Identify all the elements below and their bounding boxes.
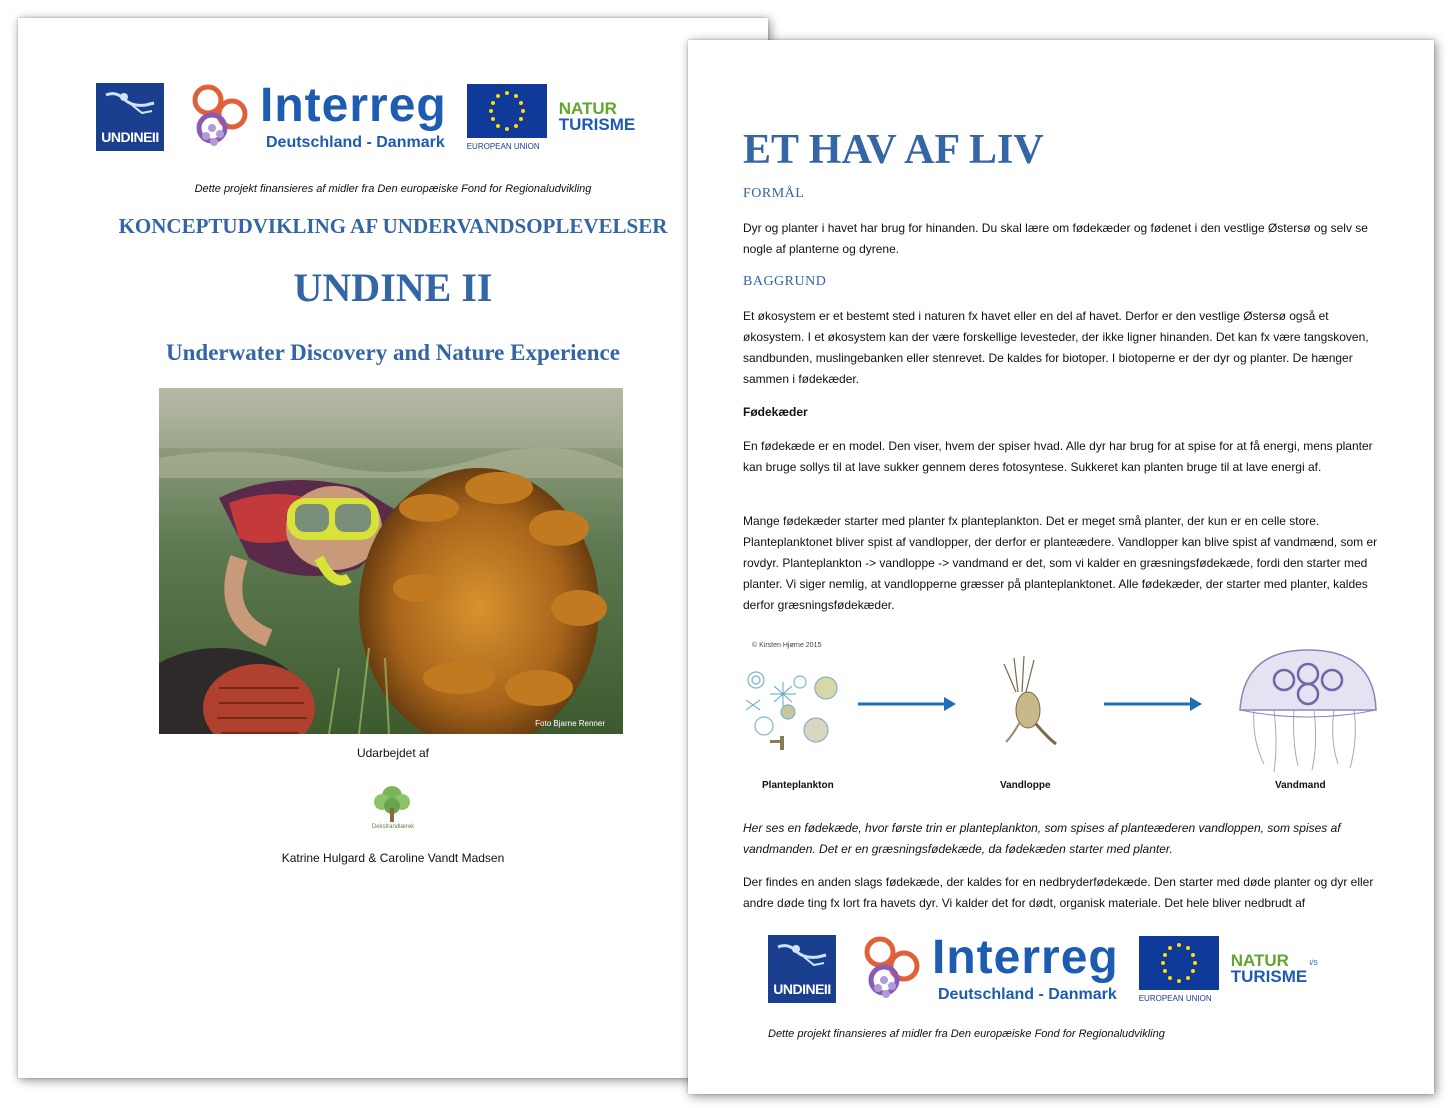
interreg-sub: Deutschland - Danmark — [938, 986, 1117, 1003]
prepared-by-label: Udarbejdet af — [356, 746, 430, 760]
cover-page — [18, 18, 768, 1078]
eu-label: EUROPEAN UNION — [466, 141, 540, 151]
figure-caption: Her ses en fødekæde, hvor første trin er planteplankton, som spises af planteæderen vandloppen, som spises af vandmanden. Det er en græsningsfødekæde, da fødekæden starter med planter. — [743, 821, 1341, 856]
diver-icon — [102, 89, 158, 123]
authors: Katrine Hulgard & Caroline Vandt Madsen — [281, 851, 505, 865]
eu-flag-icon — [467, 84, 547, 138]
finance-note: Dette projekt finansieres af midler fra Den europæiske Fond for Regionaludvikling — [194, 183, 592, 195]
food-chain-figure — [740, 638, 1386, 798]
label-planteplankton: Planteplankton — [762, 780, 834, 791]
heading-baggrund: BAGGRUND — [743, 274, 827, 289]
content-page — [688, 40, 1434, 1094]
undine-logo — [96, 83, 164, 151]
eu-logo — [467, 84, 547, 151]
interreg-logo — [260, 79, 447, 152]
interreg-circles-icon — [862, 934, 922, 1004]
interreg-sub: Deutschland - Danmark — [266, 134, 445, 151]
figure-copyright: © Kirsten Hjørne 2015 — [752, 642, 822, 649]
undine-logo-text: UNDINEII — [101, 129, 159, 145]
jellyfish-icon — [1234, 644, 1380, 774]
arrow-icon — [1104, 696, 1204, 712]
eu-label: EUROPEAN UNION — [1138, 993, 1212, 1003]
interreg-circles-icon — [190, 82, 250, 152]
natur-suffix: I/S — [1309, 960, 1318, 967]
plankton-icon — [740, 666, 850, 756]
paragraph-formal: Dyr og planter i havet har brug for hinanden. Du skal lære om fødekæder og fødenet i den vestlige Østersø og selv se nogle af planterne og dyrene. — [743, 221, 1368, 256]
interreg-word: Interreg — [932, 931, 1119, 984]
footer-logo-row — [768, 931, 1318, 1004]
paragraph-mange: Mange fødekæder starter med planter fx planteplankton. Det er meget små planter, der kun er en celle store. Planteplanktonet bliver spist af vandlopper, der derfor er planteædere. Vandlopper kan blive spist af vandmænd, som er rovdyr. Planteplankton -> vandloppe -> vandmand er det, som vi kalder en græsningsfødekæde, fordi den starter med planter. Vi siger nemlig, at vandlopperne græsser på planteplanktonet. Alle fødekæder, der starter med planter, kaldes derfor græsningsfødekæder. — [743, 514, 1378, 612]
main-title: UNDINE II — [293, 265, 493, 310]
finance-note: Dette projekt finansieres af midler fra Den europæiske Fond for Regionaludvikling — [768, 1028, 1165, 1040]
diver-icon — [774, 941, 830, 975]
eu-flag-icon — [1139, 936, 1219, 990]
tree-logo-text: Dekstrandlærek — [371, 824, 415, 830]
subtitle: Underwater Discovery and Nature Experience — [166, 340, 620, 365]
natur-text: NATUR — [558, 99, 617, 118]
photo-credit: Foto Bjarne Renner — [535, 719, 605, 728]
heading-formal: FORMÅL — [743, 186, 805, 201]
paragraph-anden: Der findes en anden slags fødekæde, der kaldes for en nedbryderfødekæde. Den starter med døde planter og dyr eller andre døde ting fx lort fra havets dyr. Vi kalder det for dødt, organisk materiale. Det hele bliver nedbrudt af — [743, 875, 1374, 910]
concept-title: KONCEPTUDVIKLING AF UNDERVANDSOPLEVELSER — [118, 214, 668, 238]
paragraph-model: En fødekæde er en model. Den viser, hvem der spiser hvad. Alle dyr har brug for at spise for at få energi, mens planter kan bruge sollys til at lave sukker gennem deres fotosyntese. Sukkeret kan planten bruge til at lave energi af. — [743, 439, 1373, 474]
turisme-text: TURISME — [1230, 967, 1308, 986]
eu-logo — [1139, 936, 1219, 1003]
paragraph-baggrund: Et økosystem er et bestemt sted i naturen fx havet eller en del af havet. Derfor er den vestlige Østersø også et økosystem. I et økosystem kan der være forskellige levesteder, der ikke ligner hinanden. Det kan fx være tangskoven, sandbunden, muslingebanken eller stenrevet. De kaldes for biotoper. I biotoperne er der dyr og planter. De hænger sammen i fødekæder. — [743, 309, 1369, 386]
undine-logo-text: UNDINEII — [773, 981, 831, 997]
undine-logo — [768, 935, 836, 1003]
naturturisme-logo — [1231, 953, 1308, 985]
naturturisme-logo — [559, 101, 636, 133]
logo-row — [96, 79, 636, 152]
interreg-logo — [932, 931, 1119, 1004]
label-vandmand: Vandmand — [1275, 780, 1326, 791]
interreg-word: Interreg — [260, 79, 447, 132]
label-vandloppe: Vandloppe — [1000, 780, 1051, 791]
natur-text: NATUR — [1230, 951, 1289, 970]
heading-fodekaeder: Fødekæder — [743, 405, 808, 419]
page-title: ET HAV AF LIV — [743, 127, 1044, 173]
copepod-icon — [984, 652, 1064, 752]
arrow-icon — [858, 696, 958, 712]
turisme-text: TURISME — [558, 115, 636, 134]
snorkeler-photo — [159, 388, 623, 734]
